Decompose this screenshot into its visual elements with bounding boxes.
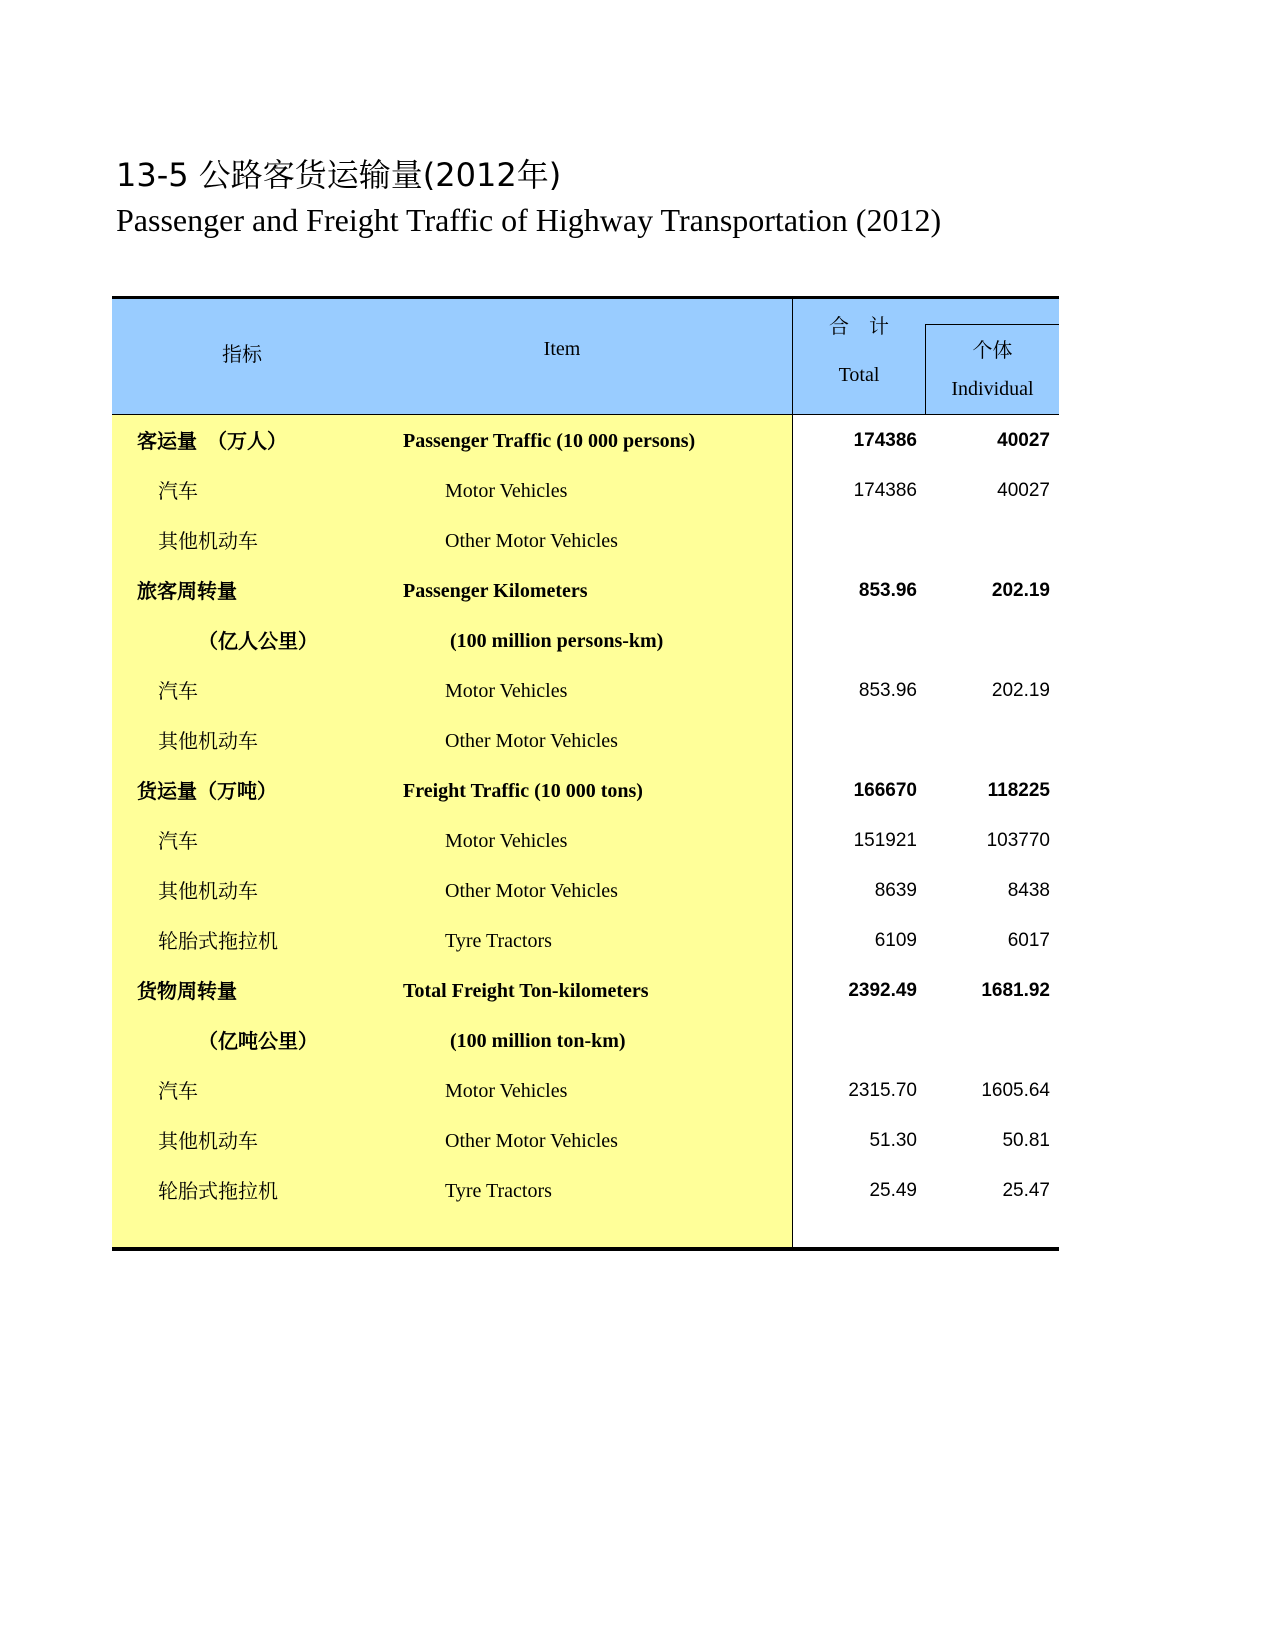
row-total: 853.96 [858, 680, 917, 701]
table-row [112, 616, 1059, 666]
row-individual [932, 616, 1050, 666]
row-label-cn: 轮胎式拖拉机 [158, 1179, 278, 1203]
table-row [112, 766, 1059, 816]
table-row [112, 1016, 1059, 1066]
row-total: 2392.49 [848, 980, 917, 1001]
row-label-cn: 旅客周转量 [137, 579, 237, 603]
row-label-cn: （亿人公里） [198, 629, 318, 653]
header-total-cn: 合 计 [829, 314, 889, 338]
table-row [112, 716, 1059, 766]
header-indicator: 指标 [222, 342, 262, 366]
row-individual: 103770 [986, 830, 1050, 851]
row-individual: 202.19 [991, 680, 1050, 701]
table-row [112, 866, 1059, 916]
row-total [802, 1016, 917, 1066]
row-label-en: Freight Traffic (10 000 tons) [403, 780, 643, 802]
table-row [112, 416, 1059, 466]
row-individual: 202.19 [991, 580, 1050, 601]
header-item: Item [543, 338, 581, 360]
table-row [112, 966, 1059, 1016]
header-individual-en: Individual [951, 378, 1034, 400]
row-label-en: Motor Vehicles [445, 480, 568, 502]
row-total [802, 716, 917, 766]
table-row [112, 516, 1059, 566]
row-total: 174386 [853, 480, 917, 501]
statistics-table [112, 296, 1059, 1252]
table-row [112, 566, 1059, 616]
row-label-en: Other Motor Vehicles [445, 530, 618, 552]
row-total: 51.30 [869, 1130, 917, 1151]
individual-header-rule [925, 324, 1059, 325]
row-individual [932, 516, 1050, 566]
row-label-cn: 轮胎式拖拉机 [158, 929, 278, 953]
header-total-en: Total [838, 364, 880, 386]
row-label-cn: 货运量（万吨） [137, 779, 277, 803]
row-total: 166670 [853, 780, 917, 801]
row-label-en: Tyre Tractors [445, 1180, 552, 1202]
row-total: 6109 [874, 930, 917, 951]
bottom-rule [112, 1247, 1059, 1251]
row-label-en: Total Freight Ton-kilometers [403, 980, 649, 1002]
table-row [112, 916, 1059, 966]
row-total: 174386 [853, 430, 917, 451]
row-total [802, 516, 917, 566]
row-label-en: Passenger Kilometers [403, 580, 588, 602]
row-label-en: (100 million ton-km) [450, 1030, 626, 1052]
row-label-en: Passenger Traffic (10 000 persons) [403, 430, 696, 452]
row-total: 25.49 [869, 1180, 917, 1201]
row-individual: 118225 [987, 780, 1050, 801]
row-total: 151921 [853, 830, 917, 851]
row-individual [932, 716, 1050, 766]
row-label-en: Other Motor Vehicles [445, 1130, 618, 1152]
row-total: 8639 [874, 880, 917, 901]
row-label-en: Tyre Tractors [445, 930, 552, 952]
row-individual [932, 1016, 1050, 1066]
row-label-cn: 汽车 [158, 829, 198, 853]
row-individual: 1681.92 [981, 980, 1050, 1001]
row-individual: 8438 [1007, 880, 1050, 901]
row-total: 853.96 [858, 580, 917, 601]
row-label-cn: 其他机动车 [158, 1129, 258, 1153]
row-individual: 40027 [997, 430, 1050, 451]
row-label-cn: 其他机动车 [158, 729, 258, 753]
top-rule [112, 296, 1059, 299]
row-label-cn: 其他机动车 [158, 879, 258, 903]
row-label-cn: 客运量 （万人） [137, 429, 287, 453]
row-label-cn: （亿吨公里） [198, 1029, 318, 1053]
table-row [112, 816, 1059, 866]
row-label-cn: 其他机动车 [158, 529, 258, 553]
table-row [112, 1116, 1059, 1166]
row-label-cn: 货物周转量 [137, 979, 237, 1003]
page-title-english: Passenger and Freight Traffic of Highway Transportation (2012) [116, 202, 942, 238]
row-label-en: (100 million persons-km) [450, 630, 664, 652]
row-total: 2315.70 [848, 1080, 917, 1101]
header-individual-cn: 个体 [972, 338, 1013, 362]
table-row [112, 1166, 1059, 1216]
row-total [802, 616, 917, 666]
row-label-en: Motor Vehicles [445, 1080, 568, 1102]
row-label-cn: 汽车 [158, 479, 198, 503]
row-label-en: Motor Vehicles [445, 680, 568, 702]
page-title-chinese: 13-5 公路客货运输量(2012年) [116, 156, 562, 194]
row-label-en: Other Motor Vehicles [445, 730, 618, 752]
row-label-en: Other Motor Vehicles [445, 880, 618, 902]
row-label-cn: 汽车 [158, 679, 198, 703]
row-individual: 6017 [1007, 930, 1050, 951]
row-individual: 1605.64 [981, 1080, 1050, 1101]
row-label-cn: 汽车 [158, 1079, 198, 1103]
table-row [112, 666, 1059, 716]
row-individual: 40027 [997, 480, 1050, 501]
table-row [112, 466, 1059, 516]
row-label-en: Motor Vehicles [445, 830, 568, 852]
table-row [112, 1066, 1059, 1116]
row-individual: 25.47 [1002, 1180, 1050, 1201]
row-individual: 50.81 [1002, 1130, 1050, 1151]
